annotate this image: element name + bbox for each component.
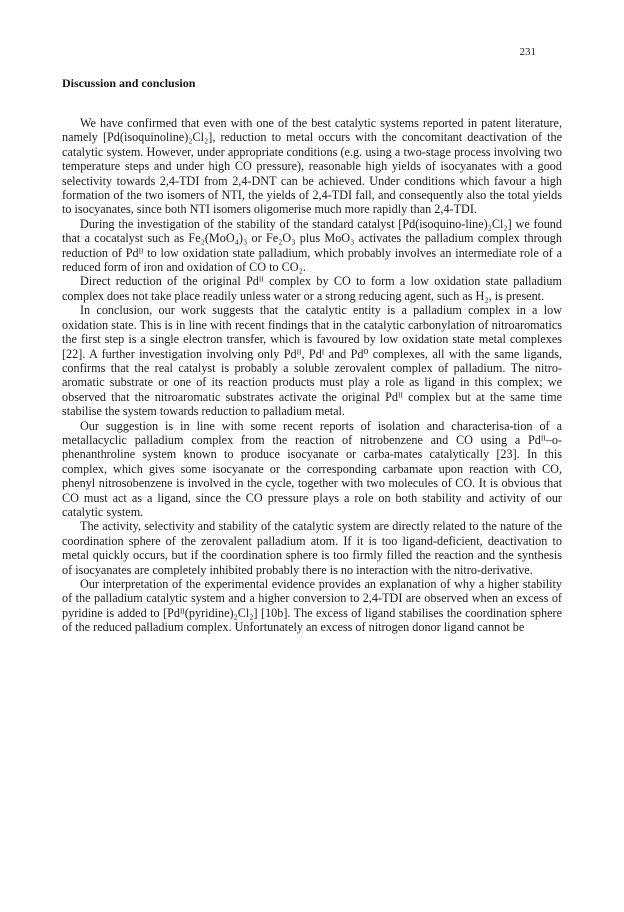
body-text <box>62 116 562 635</box>
page-number: 231 <box>519 46 536 58</box>
paragraph: The activity, selectivity and stability of the catalytic system are directly related to the nature of the coordination sphere of the zerovalent palladium atom. If it is too ligand-deficient, deactivation to metal quickly occurs, but if the coordination sphere is too firmly filled the reaction and the synthesis of isocyanates are completely inhibited probably there is no interaction with the nitro-derivative. <box>62 519 562 577</box>
paragraph: In conclusion, our work suggests that the catalytic entity is a palladium complex in a low oxidation state. This is in line with recent findings that in the catalytic carbonylation of nitroaromatics the first step is a single electron transfer, which is favoured by low oxidation state metal complexes [22]. A further investigation involving only Pdᴵᴵ, Pdᴵ and Pd⁰ complexes, all with the same ligands, confirms that the real catalyst is probably a soluble zerovalent complex of palladium. The nitro-aromatic substrate or one of its reaction products must play a role as ligand in this complex; we observed that the nitroaromatic substrates activate the original Pdᴵᴵ complex but at the same time stabilise the system towards reduction to palladium metal. <box>62 303 562 419</box>
section-heading: Discussion and conclusion <box>62 76 196 90</box>
paragraph: Our suggestion is in line with some recent reports of isolation and characterisa-tion of a metallacyclic palladium complex from the reaction of nitrobenzene and CO using a Pdᴵᴵ–o-phenanthroline system known to produce isocyanate or carba-mates catalytically [23]. In this complex, which gives some isocyanate or the corresponding carbamate upon reaction with CO, phenyl nitrosobenzene is involved in the cycle, together with two molecules of CO. It is obvious that CO must act as a ligand, since the CO pressure plays a role on both stability and activity of our catalytic system. <box>62 418 562 519</box>
paragraph: During the investigation of the stability of the standard catalyst [Pd(isoquino-line)₂Cl₂] we found that a cocatalyst such as Fe₂(MoO₄)₃ or Fe₂O₃ plus MoO₃ activates the palladium complex through reduction of Pdᴵᴵ to low oxidation state palladium, which probably involves an intermediate role of a reduced form of iron and oxidation of CO to CO₂. <box>62 216 562 275</box>
paragraph: Direct reduction of the original Pdᴵᴵ complex by CO to form a low oxidation state palladium complex does not take place readily unless water or a strong reducing agent, such as H₂, is present. <box>62 274 562 303</box>
paragraph: Our interpretation of the experimental evidence provides an explanation of why a higher stability of the palladium catalytic system and a higher conversion to 2,4-TDI are observed when an excess of pyridine is added to [Pdᴵᴵ(pyridine)₂Cl₂] [10b]. The excess of ligand stabilises the coordination sphere of the reduced palladium complex. Unfortunately an excess of nitrogen donor ligand cannot be <box>62 577 562 635</box>
paragraph: We have confirmed that even with one of the best catalytic systems reported in patent literature, namely [Pd(isoquinoline)₂Cl₂], reduction to metal occurs with the concomitant deactivation of the catalytic system. However, under appropriate conditions (e.g. using a two-stage process involving two temperature steps and under high CO pressure), reasonable high yields of isocyanates with a good selectivity towards 2,4-TDI from 2,4-DNT can be achieved. Under conditions which favour a high formation of the two isomers of NTI, the yields of 2,4-TDI fall, and consequently also the total yields to isocyanates, since both NTI isomers oligomerise much more rapidly than 2,4-TDI. <box>62 116 562 217</box>
